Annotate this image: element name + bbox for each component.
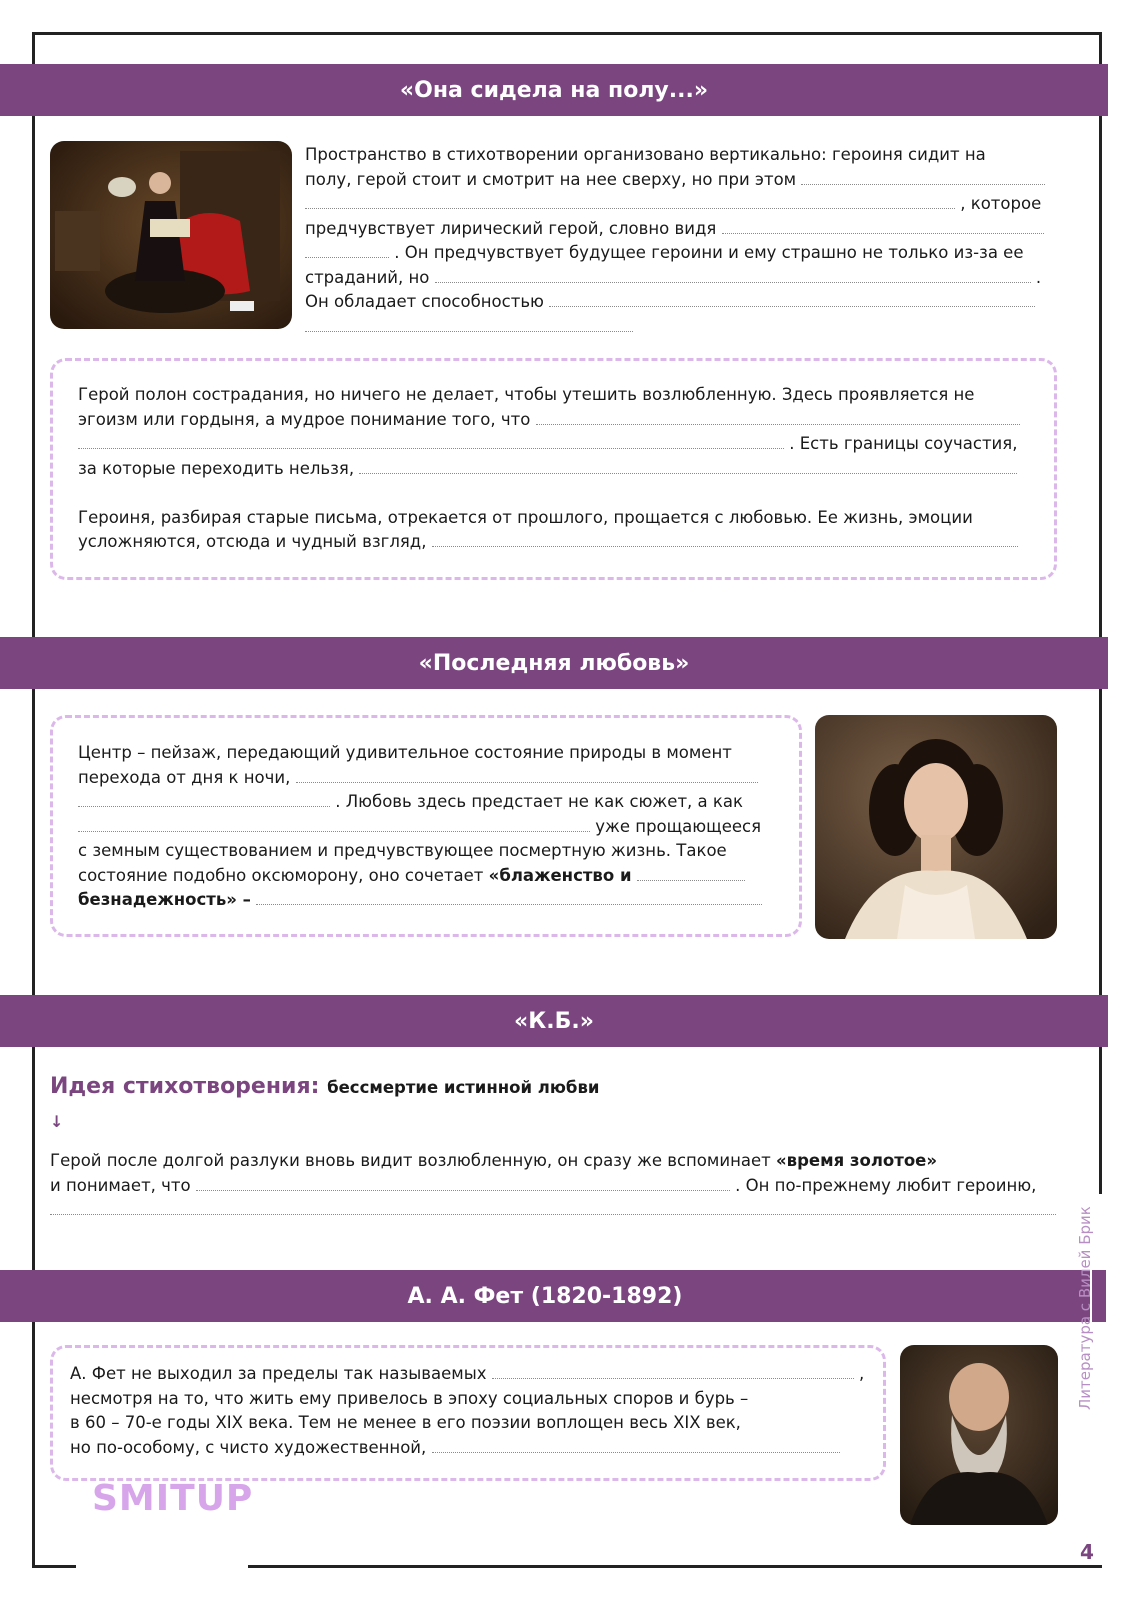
text-line: и понимает, что: [50, 1175, 191, 1195]
portrait-fet-image: [900, 1345, 1058, 1525]
fill-blank[interactable]: [549, 292, 1035, 307]
bold-text: безнадежность» –: [78, 890, 251, 909]
section-banner-fet: [0, 1270, 1090, 1322]
text-line: ,: [859, 1364, 865, 1383]
idea-heading: [50, 1074, 599, 1099]
text-line: Пространство в стихотворении организовано вертикально: героиня сидит на: [305, 145, 986, 164]
fill-blank[interactable]: [50, 1200, 1056, 1215]
text-line: .: [1035, 267, 1042, 287]
text-line: за которые переходить нельзя,: [78, 458, 355, 478]
fill-blank[interactable]: [78, 817, 590, 832]
page-number: 4: [1080, 1540, 1094, 1564]
portrait-woman-image: [815, 715, 1057, 939]
text-line: с земным существованием и предчувствующее посмертную жизнь. Такое: [78, 841, 727, 860]
text-line: эгоизм или гордыня, а мудрое понимание того, что: [78, 409, 531, 429]
text-line: в 60 – 70-е годы XIX века. Тем не менее в его поэзии воплощен весь XIX век,: [70, 1413, 741, 1432]
section-title: «Она сидела на полу...»: [399, 77, 709, 103]
idea-label: Идея стихотворения:: [50, 1074, 320, 1099]
fill-blank[interactable]: [305, 194, 955, 209]
text-line: Центр – пейзаж, передающий удивительное состояние природы в момент: [78, 743, 732, 762]
text-line: Герой после долгой разлуки вновь видит возлюбленную, он сразу же вспоминает: [50, 1151, 771, 1170]
section-title: «Последняя любовь»: [418, 650, 690, 676]
section-banner-kb: [0, 995, 1108, 1047]
fill-blank[interactable]: [78, 792, 330, 807]
fill-blank[interactable]: [637, 866, 745, 881]
fill-blank[interactable]: [801, 170, 1045, 185]
text-line: но по-особому, с чисто художественной,: [70, 1437, 427, 1457]
fill-blank[interactable]: [296, 768, 758, 783]
idea-text: бессмертие истинной любви: [327, 1078, 600, 1097]
fill-blank[interactable]: [359, 459, 1017, 474]
fill-blank[interactable]: [305, 243, 389, 258]
section1-paragraph: [305, 143, 1065, 339]
section4-box-text: [70, 1362, 880, 1460]
smitup-logo: SMITUP: [92, 1478, 254, 1519]
section-title: А. А. Фет (1820-1892): [407, 1283, 683, 1309]
section-title: «К.Б.»: [514, 1008, 594, 1034]
text-line: полу, герой стоит и смотрит на нее сверху, но при этом: [305, 169, 797, 189]
text-line: Герой полон сострадания, но ничего не делает, чтобы утешить возлюбленную. Здесь проявляется не: [78, 385, 975, 404]
text-line: . Он по-прежнему любит героиню,: [735, 1175, 1037, 1195]
text-line: . Любовь здесь предстает не как сюжет, а как: [335, 792, 743, 811]
fill-blank[interactable]: [492, 1364, 854, 1379]
fill-blank[interactable]: [196, 1176, 730, 1191]
text-line: усложняются, отсюда и чудный взгляд,: [78, 532, 427, 551]
section1-box-text: [78, 383, 1038, 555]
arrow-down-icon: ↓: [50, 1112, 64, 1131]
text-line: уже прощающееся: [595, 816, 762, 836]
fill-blank[interactable]: [305, 317, 633, 332]
fill-blank[interactable]: [435, 268, 1031, 283]
section-banner-last-love: [0, 637, 1108, 689]
fill-blank[interactable]: [722, 219, 1044, 234]
text-line: А. Фет не выходил за пределы так называемых: [70, 1364, 487, 1383]
frame-border-top: [32, 32, 1102, 35]
text-line: перехода от дня к ночи,: [78, 767, 291, 787]
text-line: предчувствует лирический герой, словно видя: [305, 218, 717, 238]
fill-blank[interactable]: [536, 410, 1020, 425]
text-line: , которое: [960, 194, 1042, 213]
bold-text: «блаженство и: [488, 865, 632, 885]
section-banner-she-sat: [0, 64, 1108, 116]
bold-text: «время золотое»: [775, 1151, 938, 1170]
section3-paragraph: [50, 1149, 1060, 1223]
text-line: . Есть границы соучастия,: [789, 434, 1018, 453]
fill-blank[interactable]: [432, 532, 1018, 547]
sidebar-accent-bar: [1092, 1270, 1106, 1322]
text-line: состояние подобно оксюморону, оно сочетает: [78, 865, 484, 885]
text-line: . Он предчувствует будущее героини и ему страшно не только из-за ее: [394, 243, 1024, 262]
sidebar-caption: Литература с Вилей Брик: [1076, 1206, 1094, 1410]
section2-box-text: [78, 741, 788, 913]
frame-border-left: [32, 32, 35, 1568]
frame-border-bottom-right: [248, 1565, 1102, 1568]
text-line: страданий, но: [305, 267, 430, 287]
text-line: несмотря на то, что жить ему привелось в эпоху социальных споров и бурь –: [70, 1388, 749, 1408]
painting-woman-sewing-image: [50, 141, 292, 329]
fill-blank[interactable]: [78, 434, 784, 449]
fill-blank[interactable]: [256, 890, 762, 905]
fill-blank[interactable]: [432, 1438, 840, 1453]
frame-border-bottom-left: [32, 1565, 76, 1568]
text-line: Он обладает способностью: [305, 292, 544, 311]
text-line: Героиня, разбирая старые письма, отрекается от прошлого, прощается с любовью. Ее жизнь, эмоции: [78, 507, 973, 527]
